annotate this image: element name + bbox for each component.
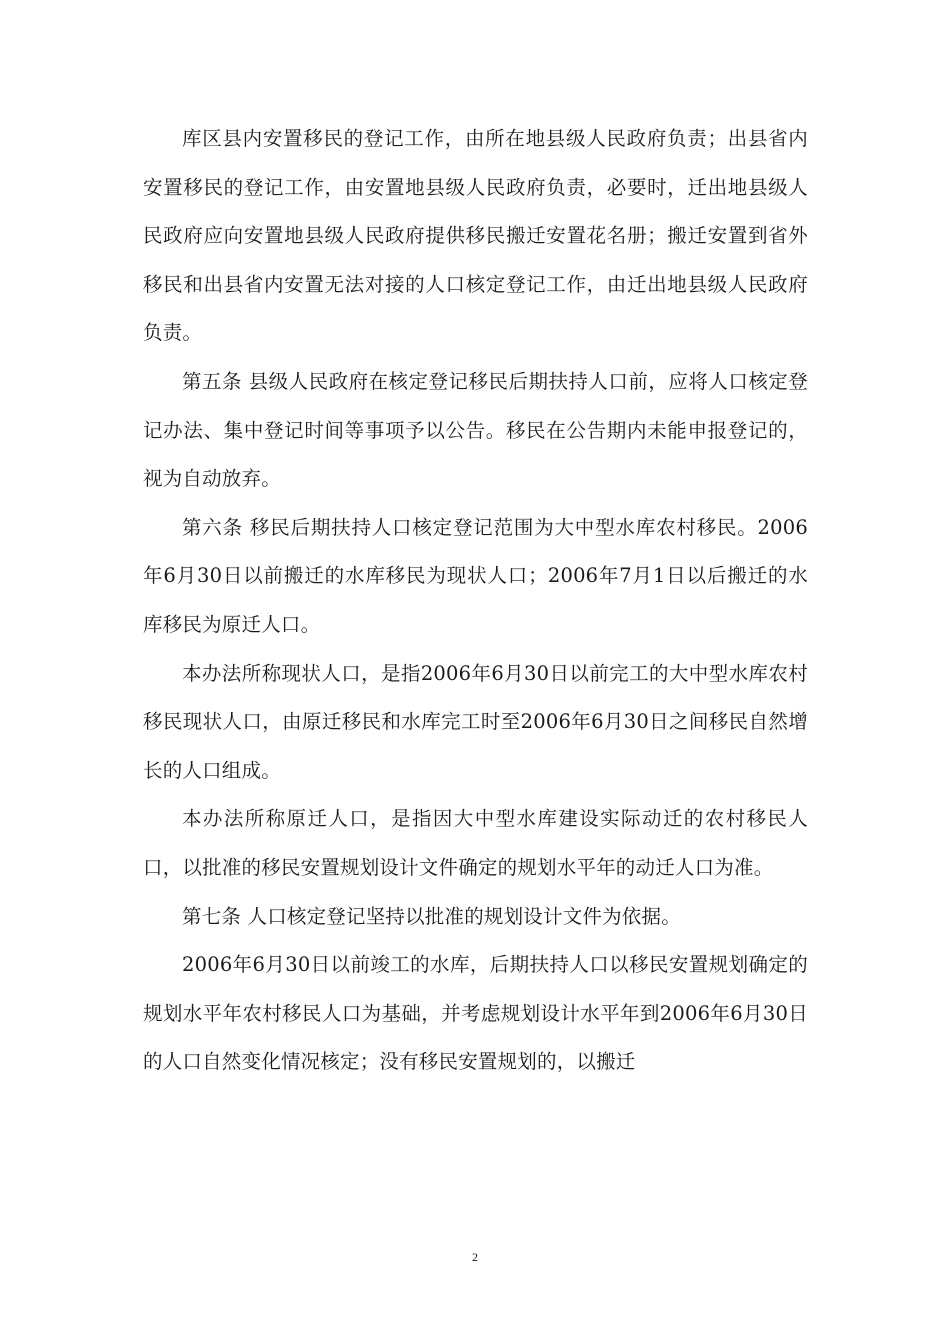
paragraph-current-population-definition: 本办法所称现状人口，是指2006年6月30日以前完工的大中型水库农村移民现状人口，由原迁移民和水库完工时至2006年6月30日之间移民自然增长的人口组成。 [143, 661, 808, 782]
paragraph-article-7: 第七条 人口核定登记坚持以批准的规划设计文件为依据。 [182, 904, 681, 928]
paragraph-completed-reservoirs: 2006年6月30日以前竣工的水库，后期扶持人口以移民安置规划确定的规划水平年农村移民人口为基础，并考虑规划设计水平年到2006年6月30日的人口自然变化情况核定；没有移民安置规划的，以搬迁 [143, 953, 808, 1074]
paragraph-article-6: 第六条 移民后期扶持人口核定登记范围为大中型水库农村移民。2006年6月30日以前搬迁的水库移民为现状人口；2006年7月1日以后搬迁的水库移民为原迁人口。 [143, 515, 808, 636]
paragraph-original-population-definition: 本办法所称原迁人口，是指因大中型水库建设实际动迁的农村移民人口，以批准的移民安置规划设计文件确定的规划水平年的动迁人口为准。 [143, 807, 808, 879]
document-body [143, 115, 808, 1087]
paragraph-article-5: 第五条 县级人民政府在核定登记移民后期扶持人口前，应将人口核定登记办法、集中登记时间等事项予以公告。移民在公告期内未能申报登记的，视为自动放弃。 [143, 369, 808, 491]
page-number: 2 [472, 1250, 478, 1264]
paragraph-registration-responsibility: 库区县内安置移民的登记工作，由所在地县级人民政府负责；出县省内安置移民的登记工作，由安置地县级人民政府负责，必要时，迁出地县级人民政府应向安置地县级人民政府提供移民搬迁安置花名册；搬迁安置到省外移民和出县省内安置无法对接的人口核定登记工作，由迁出地县级人民政府负责。 [143, 127, 808, 345]
